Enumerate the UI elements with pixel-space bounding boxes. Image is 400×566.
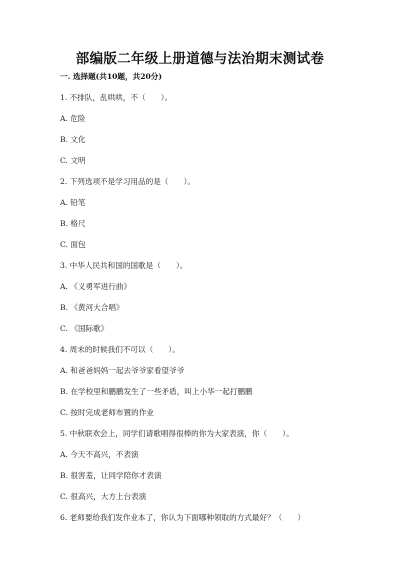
question-option: B. 《黄河大合唱》 [60,303,124,312]
question-option: A. 和爸爸妈妈一起去爷爷家看望爷爷 [60,366,185,375]
question-option: A. 今天不高兴，不表演 [60,450,139,459]
question-option: C. 面包 [60,240,86,249]
exam-title: 部编版二年级上册道德与法治期末测试卷 [75,51,325,67]
question-option: B. 很害羞，让同学陪你才表演 [60,471,162,480]
question-option: B. 格尺 [60,219,86,228]
question-option: A. 危险 [60,114,86,123]
question-option: B. 文化 [60,135,86,144]
question-option: A. 《义勇军进行曲》 [60,282,132,291]
question-option: C. 《国际歌》 [60,324,109,333]
question-option: C. 文明 [60,156,86,165]
section-heading: 一. 选择题(共10题，共20分) [60,72,162,81]
question-stem: 6. 老师要给我们发作业本了，你认为下面哪种领取的方式最好？（ ） [60,513,306,522]
question-stem: 5. 中秋联欢会上，同学们请歌唱得很棒的你为大家表演，你（ ）。 [60,429,294,438]
question-stem: 2. 下列选项不是学习用品的是（ ）。 [60,177,195,186]
question-option: C. 按时完成老师布置的作业 [60,408,154,417]
question-option: C. 很高兴，大方上台表演 [60,492,147,501]
question-stem: 1. 不排队，乱哄哄，不（ ）。 [60,93,173,102]
question-stem: 4. 周末的时候我们不可以（ ）。 [60,345,180,354]
question-option: A. 铅笔 [60,198,86,207]
question-option: B. 在学校里和鹏鹏发生了一些矛盾，叫上小华一起打鹏鹏 [60,387,253,396]
question-stem: 3. 中华人民共和国的国歌是（ ）。 [60,261,188,270]
